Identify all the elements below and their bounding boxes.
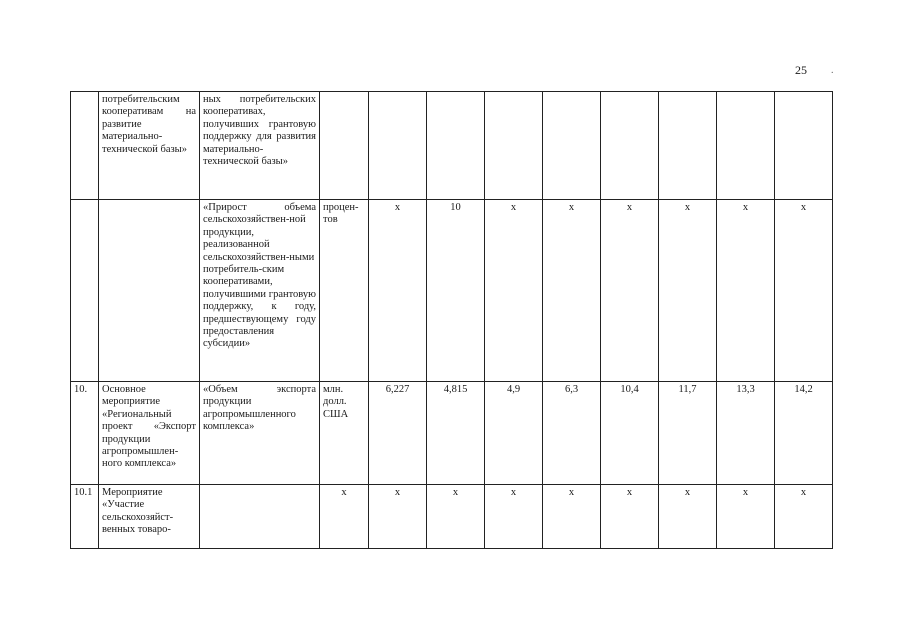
value-cell: 10,4 xyxy=(601,382,659,485)
value-cell: 6,227 xyxy=(369,382,427,485)
value-cell: 10 xyxy=(427,200,485,382)
table-row xyxy=(71,382,833,485)
value-cell: х xyxy=(427,485,485,549)
table-row xyxy=(71,485,833,549)
page-number: 25 xyxy=(795,63,807,77)
value-cell: 4,815 xyxy=(427,382,485,485)
indicator-cell: «Прирост объема сельскохозяйствен-ной продукции, реализованной сельскохозяйствен-ными потребитель-ским кооперативами, получившими грантовую поддержку, к году, предшествующему году предоставления субсидии» xyxy=(200,200,320,382)
event-cell: Мероприятие «Участие сельскохозяйст-венных товаро- xyxy=(99,485,200,549)
value-cell: х xyxy=(485,485,543,549)
row-number: 10.1 xyxy=(71,485,99,549)
event-cell xyxy=(99,200,200,382)
indicator-cell: «Объем экспорта продукции агропромышленного комплекса» xyxy=(200,382,320,485)
value-cell xyxy=(485,92,543,200)
value-cell: х xyxy=(601,200,659,382)
value-cell: 14,2 xyxy=(775,382,833,485)
indicators-table xyxy=(70,91,833,549)
unit-cell: х xyxy=(320,485,369,549)
value-cell: 13,3 xyxy=(717,382,775,485)
unit-cell: процен-тов xyxy=(320,200,369,382)
indicator-cell xyxy=(200,485,320,549)
value-cell: х xyxy=(659,485,717,549)
page-mark: . xyxy=(831,65,834,76)
event-cell: Основное мероприятие «Региональный проект «Экспорт продукции агропромышлен-ного комплекса» xyxy=(99,382,200,485)
value-cell: х xyxy=(543,200,601,382)
event-cell: потребительским кооперативам на развитие материально-технической базы» xyxy=(99,92,200,200)
value-cell: х xyxy=(717,485,775,549)
table-row xyxy=(71,92,833,200)
value-cell: 6,3 xyxy=(543,382,601,485)
row-number xyxy=(71,200,99,382)
row-number xyxy=(71,92,99,200)
unit-cell: млн. долл. США xyxy=(320,382,369,485)
value-cell xyxy=(601,92,659,200)
value-cell: х xyxy=(485,200,543,382)
value-cell xyxy=(543,92,601,200)
value-cell xyxy=(717,92,775,200)
value-cell: 11,7 xyxy=(659,382,717,485)
value-cell xyxy=(775,92,833,200)
table-row xyxy=(71,200,833,382)
value-cell xyxy=(369,92,427,200)
value-cell: х xyxy=(717,200,775,382)
value-cell: х xyxy=(543,485,601,549)
value-cell: 4,9 xyxy=(485,382,543,485)
value-cell: х xyxy=(775,200,833,382)
value-cell xyxy=(659,92,717,200)
value-cell xyxy=(427,92,485,200)
value-cell: х xyxy=(775,485,833,549)
indicator-cell: ных потребительских кооперативах, получивших грантовую поддержку для развития материально-технической базы» xyxy=(200,92,320,200)
value-cell: х xyxy=(369,200,427,382)
value-cell: х xyxy=(369,485,427,549)
value-cell: х xyxy=(601,485,659,549)
value-cell: х xyxy=(659,200,717,382)
unit-cell xyxy=(320,92,369,200)
row-number: 10. xyxy=(71,382,99,485)
